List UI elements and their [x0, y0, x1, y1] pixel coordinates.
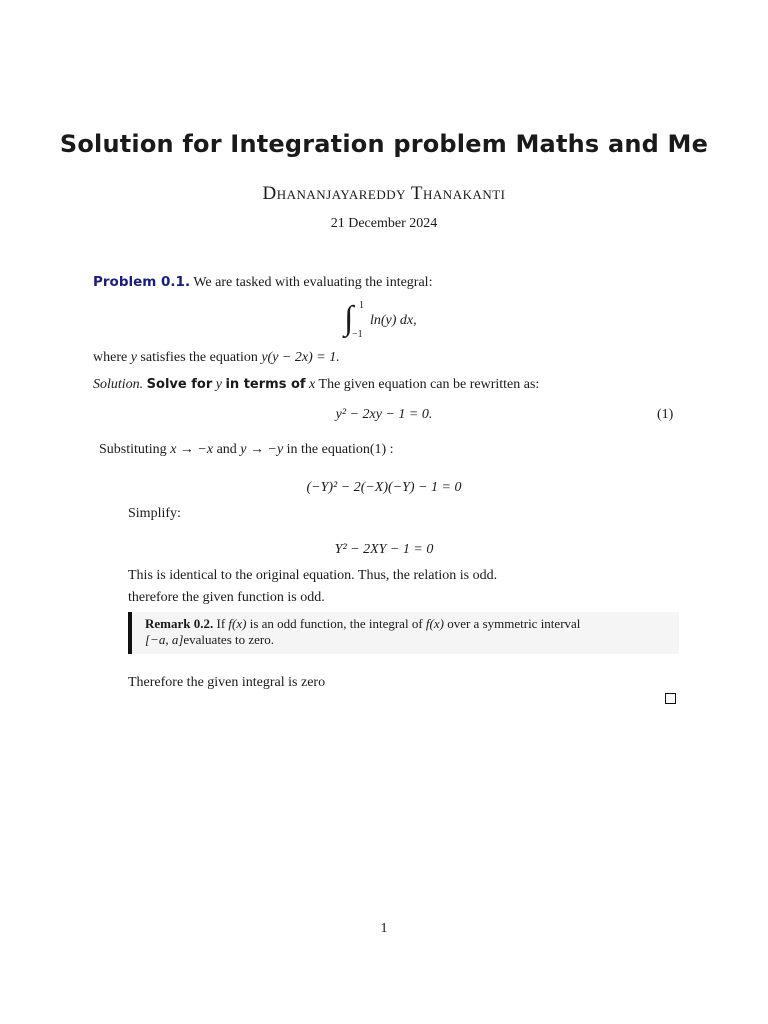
- remark-text-d: evaluates to zero.: [183, 632, 274, 647]
- solution-heading-var: y: [215, 377, 222, 392]
- substitution-x: x → −x: [170, 442, 214, 457]
- document-title: Solution for Integration problem Maths and Me: [59, 130, 709, 158]
- solution-intro: [93, 376, 539, 394]
- qed-icon: [665, 693, 676, 704]
- solution-heading-b: in terms of: [225, 377, 306, 392]
- integral-sign: ∫: [344, 300, 354, 337]
- conclusion-text: Therefore the given integral is zero: [128, 675, 326, 690]
- substitution-line: [99, 441, 394, 459]
- where-text: where: [93, 350, 128, 365]
- identical-text: This is identical to the original equation. Thus, the relation is odd.: [128, 568, 498, 583]
- integral-display: [344, 300, 464, 345]
- integral-lower-limit: −1: [352, 329, 363, 340]
- solution-label: Solution.: [93, 377, 144, 392]
- remark-text-c: over a symmetric interval: [447, 616, 581, 631]
- where-clause: [93, 349, 340, 367]
- remark-text-b: is an odd function, the integral of: [249, 616, 423, 631]
- remark-text-a: If: [216, 616, 226, 631]
- substitution-y: y → −y: [240, 442, 284, 457]
- where-rest: satisfies the equation: [140, 350, 258, 365]
- document-date: 21 December 2024: [330, 216, 438, 231]
- solution-heading-a: Solve for: [146, 377, 213, 392]
- author-name: Dhananjayareddy Thanakanti: [262, 183, 506, 204]
- solution-heading-var2: x: [309, 377, 316, 392]
- where-variable: y: [130, 350, 137, 365]
- remark-label: Remark 0.2.: [145, 616, 214, 631]
- simplify-text: Simplify:: [128, 506, 181, 521]
- problem-text: We are tasked with evaluating the integral:: [193, 275, 433, 290]
- equation-2: (−Y)² − 2(−X)(−Y) − 1 = 0: [306, 480, 462, 495]
- integrand: ln(y) dx,: [370, 313, 417, 328]
- remark-text: [145, 616, 670, 648]
- problem-statement: [93, 273, 432, 292]
- equation-1: y² − 2xy − 1 = 0.: [335, 407, 433, 422]
- and-text: and: [216, 442, 237, 457]
- substituting-text: Substituting: [99, 442, 167, 457]
- problem-label: Problem 0.1.: [93, 274, 191, 290]
- in-equation-text: in the equation(1) :: [286, 442, 394, 457]
- equation-3: Y² − 2XY − 1 = 0: [334, 542, 434, 557]
- remark-fx-2: f(x): [425, 616, 444, 631]
- solution-intro-text: The given equation can be rewritten as:: [318, 377, 540, 392]
- remark-fx-1: f(x): [228, 616, 247, 631]
- where-equation: y(y − 2x) = 1.: [261, 350, 340, 365]
- odd-function-text: therefore the given function is odd.: [128, 590, 325, 605]
- remark-interval: [−a, a]: [145, 632, 184, 647]
- equation-1-number: (1): [657, 407, 674, 422]
- integral-upper-limit: 1: [359, 300, 364, 311]
- page-number: 1: [380, 921, 388, 936]
